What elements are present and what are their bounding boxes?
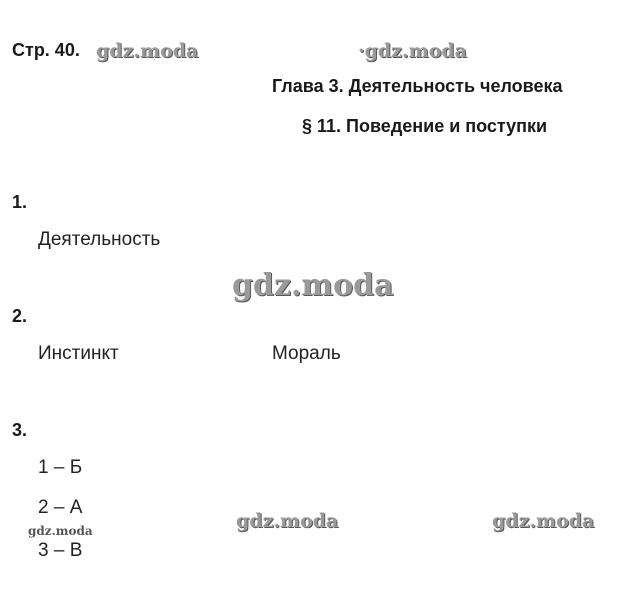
page-number-label: Стр. 40.: [12, 40, 80, 60]
watermark: gdz.moda: [96, 40, 199, 62]
question-number: 2.: [12, 306, 28, 326]
answer-text: Мораль: [272, 343, 341, 364]
watermark: gdz.moda: [28, 524, 93, 538]
answer-text: Инстинкт: [38, 343, 119, 364]
watermark: gdz.moda: [232, 268, 394, 303]
watermark: gdz.moda: [236, 510, 339, 532]
answer-text: 2 – А: [38, 497, 83, 518]
answer-text: 1 – Б: [38, 457, 83, 478]
answer-text: 3 – В: [38, 540, 83, 561]
chapter-title: Глава 3. Деятельность человека: [272, 76, 563, 96]
watermark: gdz.moda: [492, 510, 595, 532]
section-title: § 11. Поведение и поступки: [302, 116, 548, 136]
question-number: 1.: [12, 192, 28, 212]
answer-text: Деятельность: [38, 229, 161, 250]
question-number: 3.: [12, 420, 28, 440]
watermark: ·gdz.moda: [358, 40, 467, 62]
